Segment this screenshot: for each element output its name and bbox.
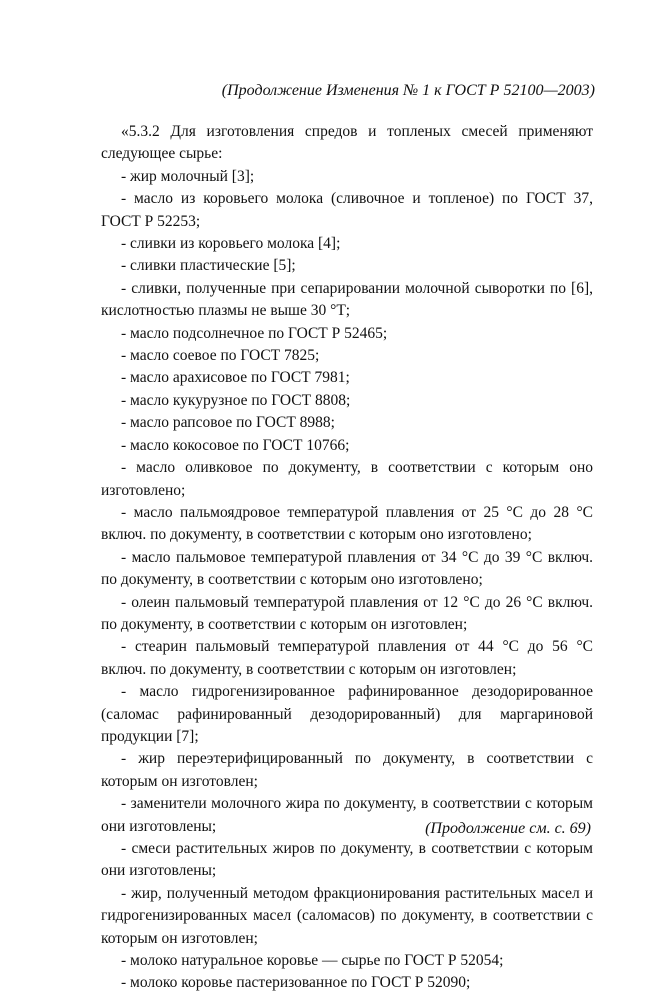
- list-item: - заменители молочного жира по документу, в соответствии с которым они изготовлены;: [101, 795, 593, 835]
- intro-paragraph: «5.3.2 Для изготовления спредов и топленых смесей применяют следующее сырье:: [101, 123, 593, 163]
- list-item: - стеарин пальмовый температурой плавления от 44 °С до 56 °С включ. по документу, в соответствии с которым он изготовлен;: [101, 638, 593, 678]
- list-item: - молоко натуральное коровье — сырье по ГОСТ Р 52054;: [121, 952, 504, 970]
- list-item: - масло гидрогенизированное рафинированное дезодорированное (саломас рафинированный дезодорированный) для маргариновой продукции [7];: [101, 683, 593, 745]
- list-item: - масло арахисовое по ГОСТ 7981;: [121, 369, 350, 387]
- list-item: - масло подсолнечное по ГОСТ Р 52465;: [121, 324, 388, 342]
- body-text: [101, 121, 593, 995]
- list-item: - сливки, полученные при сепарировании молочной сыворотки по [6], кислотностью плазмы не выше 30 °Т;: [101, 279, 593, 320]
- list-item: - сливки из коровьего молока [4];: [121, 235, 341, 253]
- list-item: - жир переэтерифицированный по документу, в соответствии с которым он изготовлен;: [101, 750, 593, 790]
- footer-continuation-note: (Продолжение см. с. 69): [425, 820, 591, 837]
- list-item: - жир, полученный методом фракционирования растительных масел и гидрогенизированных масел (саломасов) по документу, в соответствии с которым он изготовлен;: [101, 884, 593, 947]
- list-item: - масло оливковое по документу, в соответствии с которым оно изготовлено;: [101, 459, 593, 499]
- list-item: - масло из коровьего молока (сливочное и топленое) по ГОСТ 37, ГОСТ Р 52253;: [101, 190, 593, 230]
- list-item: - сливки пластические [5];: [121, 257, 296, 275]
- list-item: - масло кукурузное по ГОСТ 8808;: [121, 391, 351, 409]
- list-item: - жир молочный [3];: [121, 167, 255, 185]
- header-continuation-note: (Продолжение Изменения № 1 к ГОСТ Р 52100—2003): [221, 82, 595, 99]
- list-item: - олеин пальмовый температурой плавления от 12 °С до 26 °С включ. по документу, в соответствии с которым он изготовлен;: [101, 593, 593, 633]
- list-item: - масло пальмовое температурой плавления от 34 °С до 39 °С включ. по документу, в соответствии с которым оно изготовлено;: [101, 548, 593, 589]
- list-item: - масло пальмоядровое температурой плавления от 25 °С до 28 °С включ. по документу, в соответствии с которым оно изготовлено;: [101, 503, 593, 544]
- list-item: - масло рапсовое по ГОСТ 8988;: [121, 414, 335, 432]
- list-item: - масло кокосовое по ГОСТ 10766;: [121, 436, 350, 454]
- list-item: - смеси растительных жиров по документу, в соответствии с которым они изготовлены;: [101, 840, 593, 880]
- list-item: - масло соевое по ГОСТ 7825;: [121, 347, 320, 365]
- list-item: - молоко коровье пастеризованное по ГОСТ Р 52090;: [121, 974, 471, 992]
